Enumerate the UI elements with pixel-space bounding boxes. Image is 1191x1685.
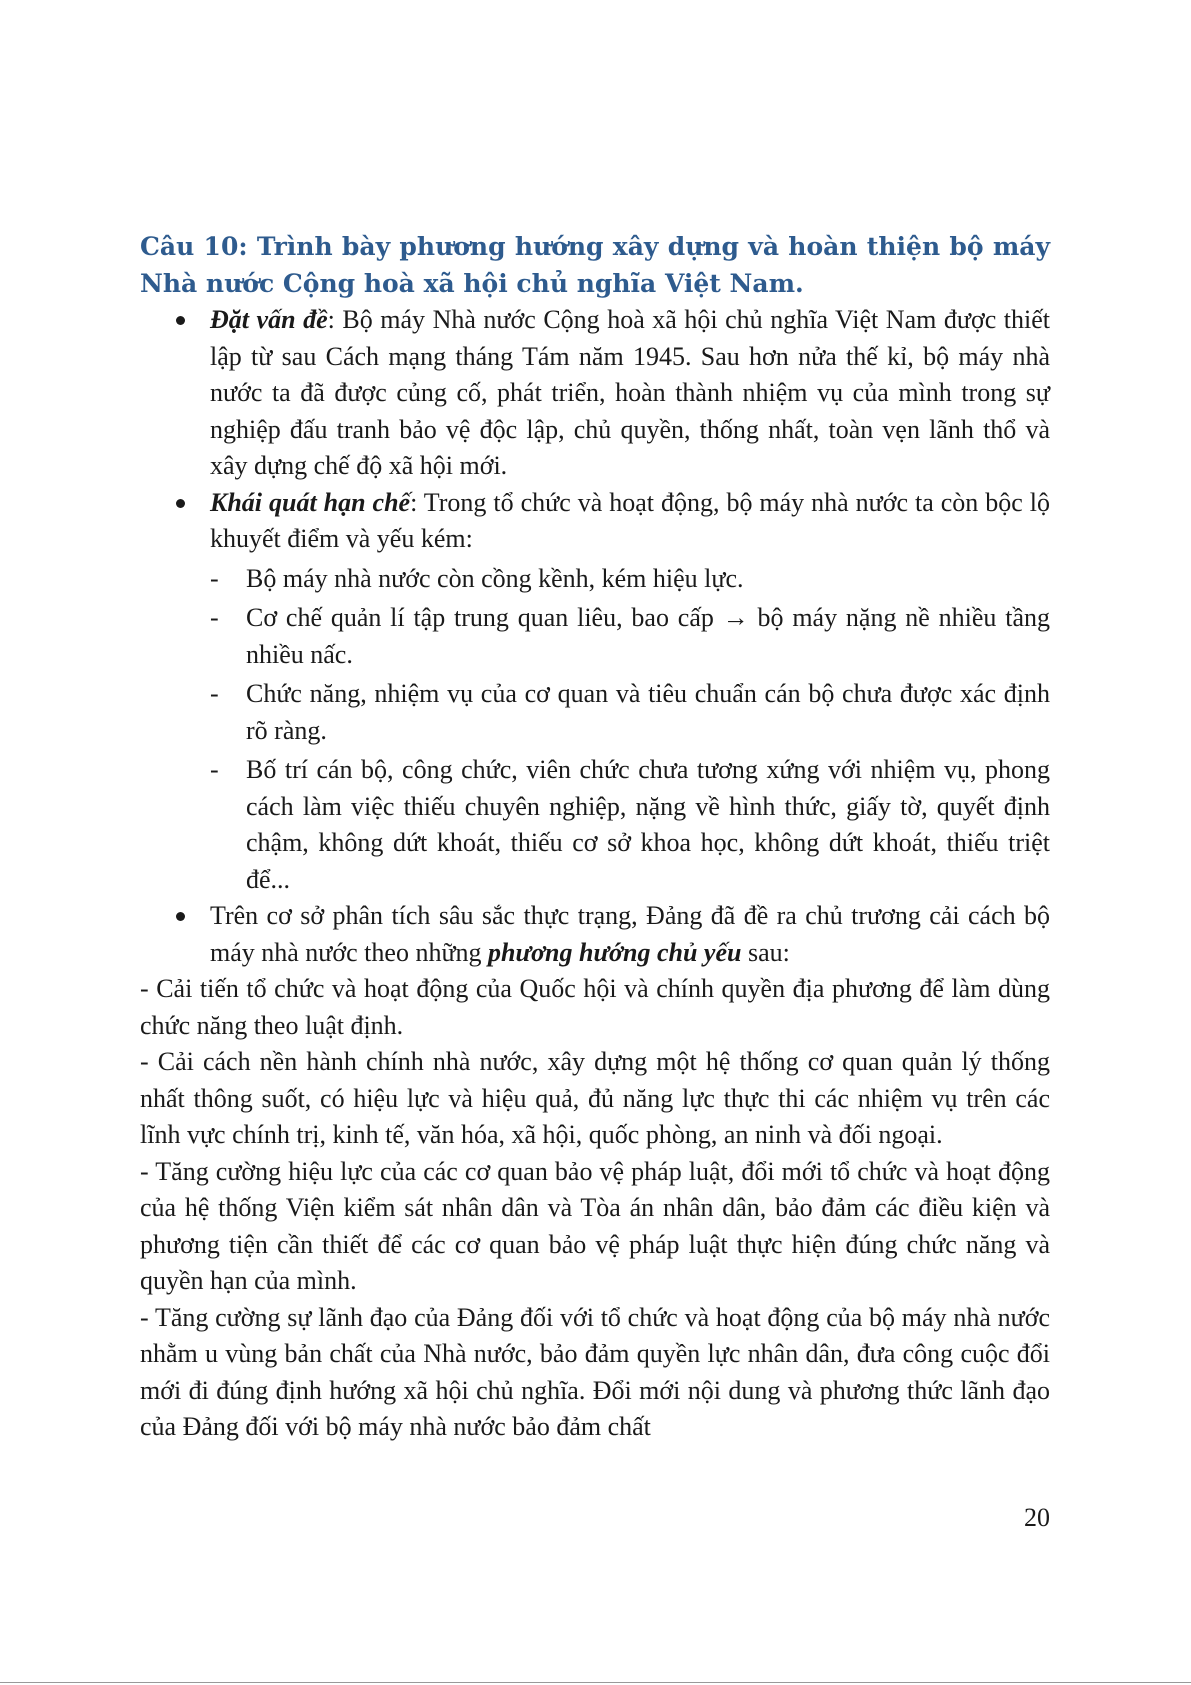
- question-heading: Câu 10: Trình bày phương hướng xây dựng và hoàn thiện bộ máy Nhà nước Cộng hoà xã hội chủ nghĩa Việt Nam.: [140, 232, 1050, 298]
- limitation-text: Cơ chế quản lí tập trung quan liêu, bao cấp → bộ máy nặng nề nhiều tầng nhiều nấc.: [246, 603, 1050, 669]
- limitation-item: [140, 561, 1050, 598]
- direction-paragraph: - Cải cách nền hành chính nhà nước, xây dựng một hệ thống cơ quan quản lý thống nhất thông suốt, có hiệu lực và hiệu quả, đủ năng lực thực thi các nhiệm vụ trên các lĩnh vực chính trị, kinh tế, văn hóa, xã hội, quốc phòng, an ninh và đối ngoại.: [140, 1047, 1050, 1149]
- dash-marker: -: [210, 755, 219, 784]
- bullet-khai-quat-han-che: [140, 485, 1050, 558]
- dash-marker: -: [210, 679, 219, 708]
- bullet-emphasis: phương hướng chủ yếu: [488, 937, 742, 967]
- bullet-dat-van-de: [140, 302, 1050, 485]
- bullet-dot-icon: [176, 316, 185, 325]
- limitation-item: [140, 600, 1050, 673]
- direction-paragraph: - Cải tiến tổ chức và hoạt động của Quốc hội và chính quyền địa phương để làm dùng chức năng theo luật định.: [140, 974, 1050, 1040]
- limitation-text: Bố trí cán bộ, công chức, viên chức chưa tương xứng với nhiệm vụ, phong cách làm việc thiếu chuyên nghiệp, nặng về hình thức, giấy tờ, quyết định chậm, không dứt khoát, thiếu cơ sở khoa học, không dứt khoát, thiếu triệt để...: [246, 755, 1050, 894]
- bullet-text: Trên cơ sở phân tích sâu sắc thực trạng, Đảng đã đề ra chủ trương cải cách bộ máy nhà nước theo những: [210, 901, 1050, 967]
- limitation-text: Bộ máy nhà nước còn cồng kềnh, kém hiệu lực.: [246, 563, 744, 593]
- limitation-item: [140, 752, 1050, 898]
- limitation-text: Chức năng, nhiệm vụ của cơ quan và tiêu chuẩn cán bộ chưa được xác định rõ ràng.: [246, 679, 1050, 745]
- bullet-text: : Trong tổ chức và hoạt động, bộ máy nhà nước ta còn bộc lộ khuyết điểm và yếu kém:: [210, 487, 1050, 553]
- bullet-text: : Bộ máy Nhà nước Cộng hoà xã hội chủ nghĩa Việt Nam được thiết lập từ sau Cách mạng tháng Tám năm 1945. Sau hơn nửa thế kỉ, bộ máy nhà nước ta đã được củng cố, phát triển, hoàn thành nhiệm vụ của mình trong sự nghiệp đấu tranh bảo vệ độc lập, chủ quyền, thống nhất, toàn vẹn lãnh thổ và xây dựng chế độ xã hội mới.: [210, 305, 1050, 480]
- dash-marker: -: [210, 603, 219, 632]
- document-body: [140, 302, 1050, 1446]
- direction-paragraph: - Tăng cường sự lãnh đạo của Đảng đối với tổ chức và hoạt động của bộ máy nhà nước nhằm u vùng bản chất của Nhà nước, bảo đảm quyền lực nhân dân, đưa công cuộc đổi mới đi đúng định hướng xã hội chủ nghĩa. Đổi mới nội dung và phương thức lãnh đạo của Đảng đối với bộ máy nhà nước bảo đảm chất: [140, 1302, 1050, 1441]
- bullet-text: sau:: [741, 937, 790, 967]
- bullet-lead: Đặt vấn đề: [210, 305, 328, 334]
- page-divider: [0, 1682, 1191, 1683]
- dash-marker: -: [210, 563, 219, 593]
- bullet-dot-icon: [176, 912, 185, 921]
- limitation-item: [140, 676, 1050, 749]
- bullet-phuong-huong: [140, 898, 1050, 971]
- bullet-dot-icon: [176, 499, 185, 508]
- bullet-lead: Khái quát hạn chế: [210, 487, 411, 517]
- direction-paragraph: - Tăng cường hiệu lực của các cơ quan bảo vệ pháp luật, đổi mới tổ chức và hoạt động của hệ thống Viện kiểm sát nhân dân và Tòa án nhân dân, bảo đảm các điều kiện và phương tiện cần thiết để các cơ quan bảo vệ pháp luật thực hiện đúng chức năng và quyền hạn của mình.: [140, 1156, 1050, 1295]
- page-number: 20: [1024, 1503, 1050, 1532]
